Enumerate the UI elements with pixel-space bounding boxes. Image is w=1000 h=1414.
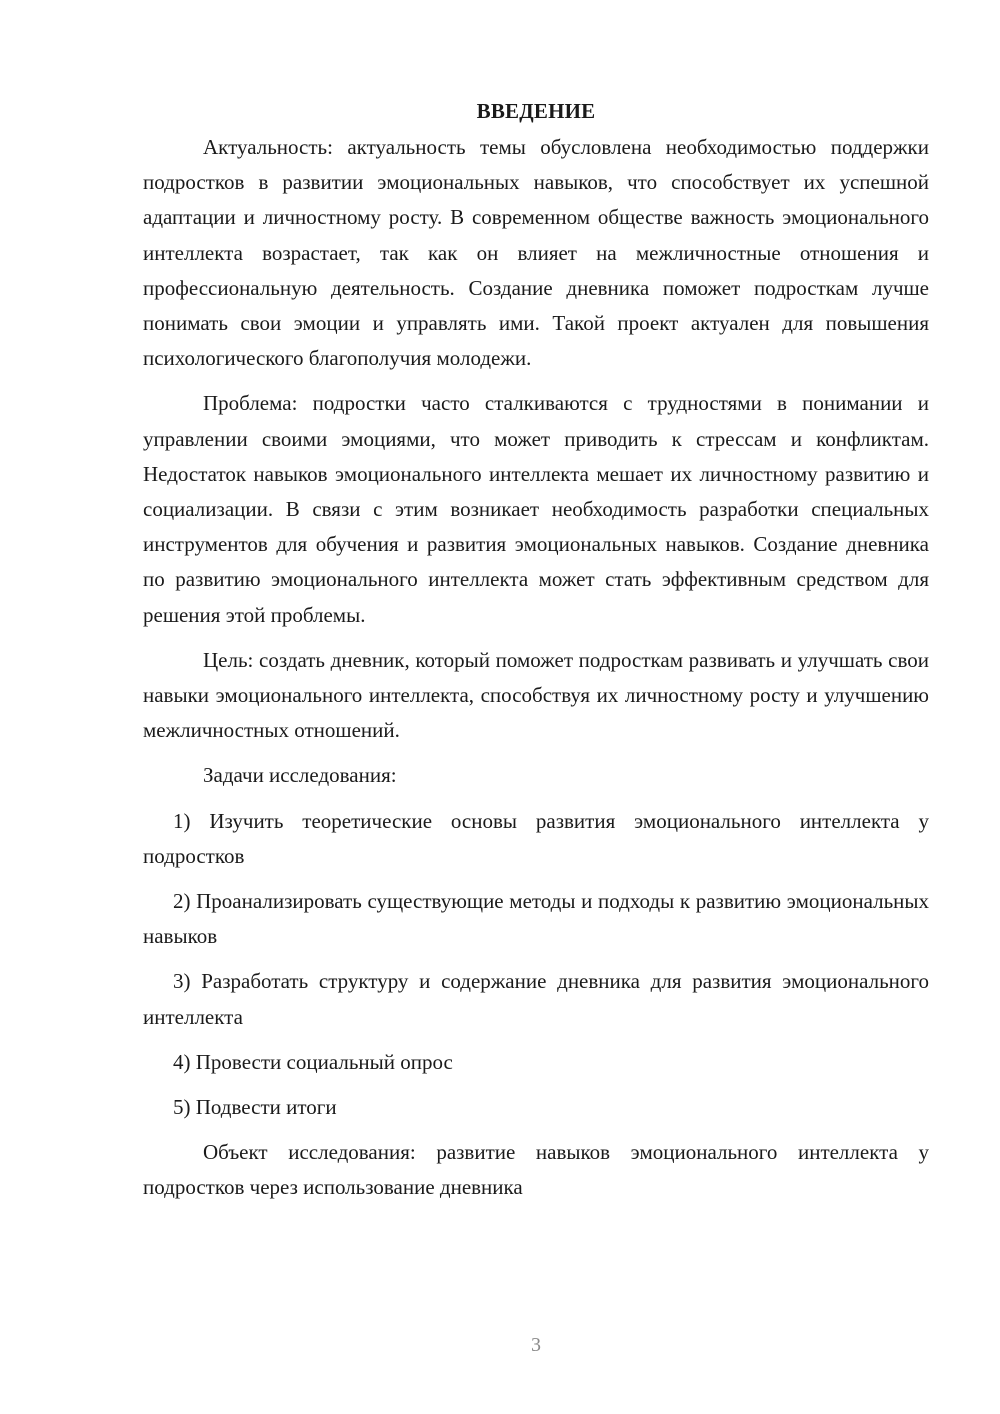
paragraph-object: Объект исследования: развитие навыков эмоционального интеллекта у подростков через использование дневника <box>143 1140 929 1200</box>
paragraph-goal: Цель: создать дневник, который поможет подросткам развивать и улучшать свои навыки эмоционального интеллекта, способствуя их личностному росту и улучшению межличностных отношений. <box>143 647 929 743</box>
paragraph-problem: Проблема: подростки часто сталкиваются с трудностями в понимании и управлении своими эмоциями, что может приводить к стрессам и конфликтам. Недостаток навыков эмоционального интеллекта мешает их личностному развитию и социализации. В связи с этим возникает необходимость разработки специальных инструментов для обучения и развития эмоциональных навыков. Создание дневника по развитию эмоционального интеллекта может стать эффективным средством для решения этой проблемы. <box>143 391 929 627</box>
document-page <box>143 96 929 1216</box>
tasks-heading: Задачи исследования: <box>203 763 397 788</box>
task-item-3: 3) Разработать структуру и содержание дневника для развития эмоционального интеллекта <box>143 969 929 1029</box>
page-title: ВВЕДЕНИЕ <box>476 99 596 123</box>
task-item-2: 2) Проанализировать существующие методы и подходы к развитию эмоциональных навыков <box>143 889 929 949</box>
task-item-5: 5) Подвести итоги <box>173 1095 337 1120</box>
paragraph-relevance: Актуальность: актуальность темы обусловлена необходимостью поддержки подростков в развитии эмоциональных навыков, что способствует их успешной адаптации и личностному росту. В современном обществе важность эмоционального интеллекта возрастает, так как он влияет на межличностные отношения и профессиональную деятельность. Создание дневника поможет подросткам лучше понимать свои эмоции и управлять ими. Такой проект актуален для повышения психологического благополучия молодежи. <box>143 135 929 371</box>
task-item-1: 1) Изучить теоретические основы развития эмоционального интеллекта у подростков <box>143 808 929 868</box>
page-number: 3 <box>531 1334 541 1356</box>
task-item-4: 4) Провести социальный опрос <box>173 1049 453 1074</box>
